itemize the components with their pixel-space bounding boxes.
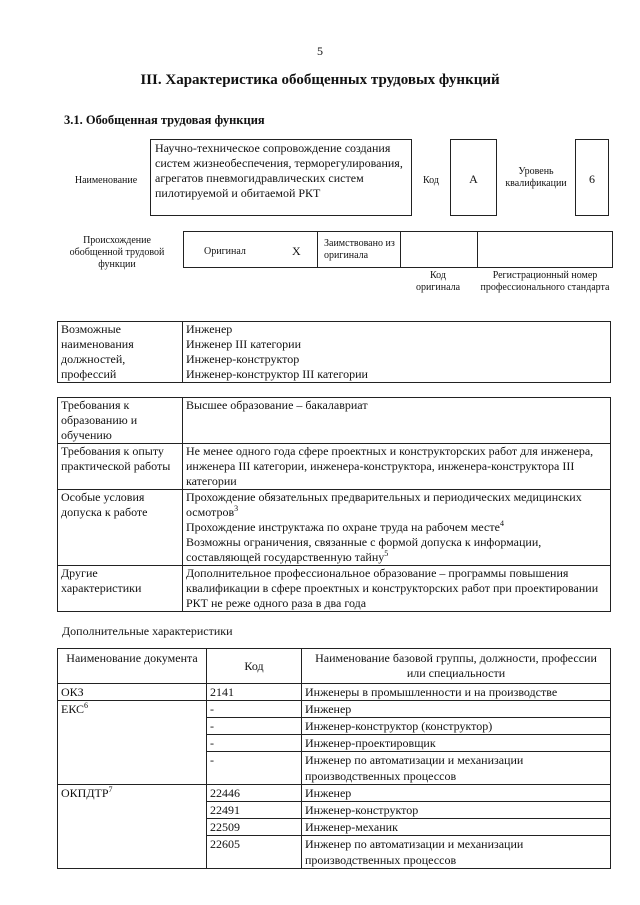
gtf-name-label: Наименование [74,175,138,186]
req-special-line: Прохождение инструктажа по охране труда на рабочем месте [186,520,500,534]
origin-original-mark: X [292,244,301,258]
code-cell: - [207,701,302,718]
footnote-mark: 7 [108,785,113,794]
subsection-title: 3.1. Обобщенная трудовая функция [64,113,265,127]
origin-divider-2 [400,231,401,268]
req-special-line: Прохождение обязательных предварительных и периодических медицинских осмотров [186,490,582,519]
origin-divider-3 [477,231,478,268]
footnote-mark: 6 [84,701,89,710]
code-cell: 22605 [207,836,302,869]
requirements-table [57,397,611,612]
origin-code-caption: Код оригинала [415,270,461,293]
position-item: Инженер III категории [186,337,301,351]
gtf-level-label: Уровень квалификации [505,166,567,189]
origin-reg-caption: Регистрационный номер профессионального стандарта [480,270,610,293]
code-cell: - [207,752,302,785]
name-cell: Инженер по автоматизации и механизации производственных процессов [302,836,611,869]
req-experience-label: Требования к опыту практической работы [58,444,183,490]
positions-table [57,321,611,383]
position-item: Инженер [186,322,233,336]
section-title: III. Характеристика обобщенных трудовых функций [140,72,500,88]
doc-okpdtr: ОКПДТР$^7$ [58,785,207,869]
additional-heading: Дополнительные характеристики [62,624,233,638]
footnote-mark: 5 [384,549,389,558]
code-cell: 22446 [207,785,302,802]
gtf-level-value: 6 [575,139,609,216]
origin-divider-1 [317,231,318,268]
gtf-code-value: A [450,139,497,216]
req-special-value [183,490,611,566]
code-cell: 22491 [207,802,302,819]
doc-okz: ОКЗ [58,684,207,701]
gtf-code-label: Код [423,175,439,186]
origin-borrowed-label: Заимствовано из оригинала [324,238,395,261]
code-cell: - [207,718,302,735]
name-cell: Инженеры в промышленности и на производстве [302,684,611,701]
name-cell: Инженер [302,785,611,802]
req-other-label: Другие характеристики [58,566,183,612]
req-special-label: Особые условия допуска к работе [58,490,183,566]
name-cell: Инженер-конструктор [302,802,611,819]
position-item: Инженер-конструктор III категории [186,367,368,381]
page-number: 5 [317,44,323,58]
name-cell: Инженер по автоматизации и механизации производственных процессов [302,752,611,785]
additional-table [57,648,611,869]
positions-list [183,322,611,383]
code-cell: 22509 [207,819,302,836]
req-experience-value: Не менее одного года сфере проектных и конструкторских работ для инженера, инженера III категории, инженера-конструктора, инженера-конструктора III категории [183,444,611,490]
positions-label: Возможные наименования должностей, профессий [58,322,183,383]
name-cell: Инженер-механик [302,819,611,836]
code-cell: - [207,735,302,752]
doc-eks: ЕКС$^6$ [58,701,207,785]
origin-row [183,231,613,268]
code-cell: 2141 [207,684,302,701]
col-header-name: Наименование базовой группы, должности, профессии или специальности [302,649,611,684]
origin-original-label: Оригинал [204,246,246,257]
name-cell: Инженер-проектировщик [302,735,611,752]
col-header-code: Код [207,649,302,684]
req-other-value: Дополнительное профессиональное образование – программы повышения квалификации в сфере проектных и конструкторских работ при проектировании РКТ не реже одного раза в два года [183,566,611,612]
req-education-label: Требования к образованию и обучению [58,398,183,444]
req-special-line: Возможны ограничения, связанные с формой допуска к информации, составляющей государственную тайну [186,535,542,564]
gtf-name-value: Научно-техническое сопровождение создания систем жизнеобеспечения, терморегулирования, агрегатов пневмогидравлических систем пилотируемой и обитаемой РКТ [150,139,412,216]
name-cell: Инженер-конструктор (конструктор) [302,718,611,735]
name-cell: Инженер [302,701,611,718]
col-header-doc: Наименование документа [58,649,207,684]
footnote-mark: 3 [234,504,239,513]
position-item: Инженер-конструктор [186,352,300,366]
req-education-value: Высшее образование – бакалавриат [183,398,611,444]
origin-label: Происхождение обобщенной трудовой функции [69,235,165,270]
footnote-mark: 4 [499,519,504,528]
